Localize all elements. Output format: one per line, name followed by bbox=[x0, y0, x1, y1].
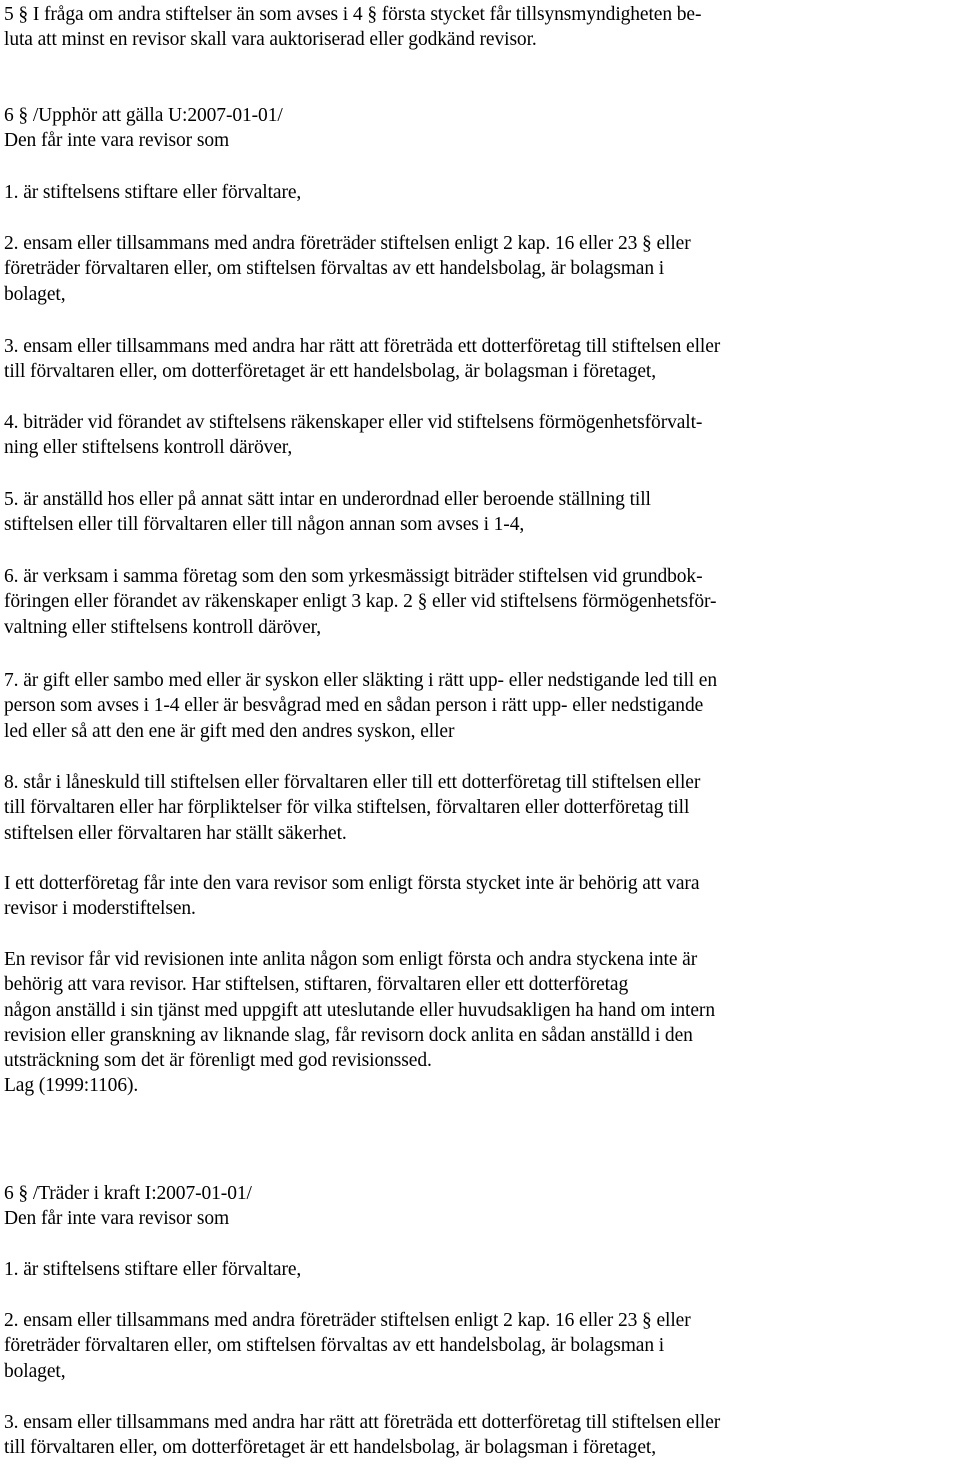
text-line: stiftelsen eller förvaltaren har ställt säkerhet. bbox=[4, 822, 347, 844]
text-line: Den får inte vara revisor som bbox=[4, 130, 230, 152]
text-line: 4. biträder vid förandet av stiftelsens räkenskaper eller vid stiftelsens förmögenhetsförvalt- bbox=[4, 412, 703, 433]
text-line: någon anställd i sin tjänst med uppgift att uteslutande eller huvudsakligen ha hand om intern bbox=[4, 999, 715, 1021]
text-line: bolaget, bbox=[4, 1360, 66, 1382]
text-line: bolaget, bbox=[4, 283, 66, 305]
text-line: Den får inte vara revisor som bbox=[4, 1208, 230, 1230]
text-line: företräder förvaltaren eller, om stiftelsen förvaltas av ett handelsbolag, är bolagsman i bbox=[4, 1335, 665, 1357]
text-line: revision eller granskning av liknande slag, får revisorn dock anlita en sådan anställd i den bbox=[4, 1024, 693, 1046]
text-line: I ett dotterföretag får inte den vara revisor som enligt första stycket inte är behörig att vara bbox=[4, 873, 700, 894]
text-line: 5. är anställd hos eller på annat sätt intar en underordnad eller beroende ställning till bbox=[4, 489, 651, 510]
text-line: stiftelsen eller till förvaltaren eller till någon annan som avses i 1-4, bbox=[4, 514, 525, 536]
list-item-3-new bbox=[4, 1410, 960, 1461]
paragraph-5-section bbox=[4, 2, 960, 53]
text-line: till förvaltaren eller har förpliktelser för vilka stiftelsen, förvaltaren eller dotterföretag till bbox=[4, 797, 690, 819]
text-line: 1. är stiftelsens stiftare eller förvaltare, bbox=[4, 1259, 302, 1280]
list-item-1-new bbox=[4, 1257, 960, 1282]
text-line: 2. ensam eller tillsammans med andra företräder stiftelsen enligt 2 kap. 16 eller 23 § eller bbox=[4, 1310, 691, 1331]
text-line: person som avses i 1-4 eller är besvågrad med en sådan person i rätt upp- eller nedstigande bbox=[4, 695, 704, 717]
text-line: ning eller stiftelsens kontroll däröver, bbox=[4, 437, 293, 459]
text-line: led eller så att den ene är gift med den andres syskon, eller bbox=[4, 720, 455, 742]
text-line: 7. är gift eller sambo med eller är syskon eller släkting i rätt upp- eller nedstigande led till en bbox=[4, 670, 718, 691]
text-line: 3. ensam eller tillsammans med andra har rätt att företräda ett dotterföretag till stiftelsen eller bbox=[4, 336, 721, 357]
text-line: 6 § /Träder i kraft I:2007-01-01/ bbox=[4, 1183, 252, 1204]
text-line: 8. står i låneskuld till stiftelsen eller förvaltaren eller till ett dotterföretag till stiftelsen eller bbox=[4, 772, 701, 793]
list-item-2-new bbox=[4, 1308, 960, 1384]
text-line: till förvaltaren eller, om dotterföretaget är ett handelsbolag, är bolagsman i företaget, bbox=[4, 361, 656, 383]
list-item-8 bbox=[4, 770, 960, 846]
text-line: En revisor får vid revisionen inte anlita någon som enligt första och andra styckena inte är bbox=[4, 949, 698, 970]
paragraph-subsidiary bbox=[4, 871, 960, 922]
list-item-5 bbox=[4, 487, 960, 538]
text-line: 3. ensam eller tillsammans med andra har rätt att företräda ett dotterföretag till stiftelsen eller bbox=[4, 1412, 721, 1433]
section-6-heading-in-force bbox=[4, 1181, 960, 1232]
text-line: revisor i moderstiftelsen. bbox=[4, 898, 196, 920]
paragraph-auditor-assistance bbox=[4, 947, 960, 1099]
text-line: företräder förvaltaren eller, om stiftelsen förvaltas av ett handelsbolag, är bolagsman i bbox=[4, 258, 665, 280]
section-6-heading-repealed bbox=[4, 103, 960, 154]
list-item-7 bbox=[4, 668, 960, 744]
text-line: 6 § /Upphör att gälla U:2007-01-01/ bbox=[4, 105, 283, 126]
list-item-1 bbox=[4, 180, 960, 205]
list-item-6 bbox=[4, 564, 960, 640]
text-line: 2. ensam eller tillsammans med andra företräder stiftelsen enligt 2 kap. 16 eller 23 § eller bbox=[4, 233, 691, 254]
list-item-3 bbox=[4, 334, 960, 385]
text-line: luta att minst en revisor skall vara auktoriserad eller godkänd revisor. bbox=[4, 29, 537, 51]
text-line: utsträckning som det är förenligt med god revisionssed. bbox=[4, 1050, 432, 1072]
text-line: föringen eller förandet av räkenskaper enligt 3 kap. 2 § eller vid stiftelsens förmögenhetsför- bbox=[4, 591, 717, 613]
text-line: 5 § I fråga om andra stiftelser än som avses i 4 § första stycket får tillsynsmyndigheten be- bbox=[4, 4, 702, 25]
text-line: behörig att vara revisor. Har stiftelsen, stiftaren, förvaltaren eller ett dotterföretag bbox=[4, 974, 629, 996]
list-item-2 bbox=[4, 231, 960, 307]
text-line: 6. är verksam i samma företag som den som yrkesmässigt biträder stiftelsen vid grundbok- bbox=[4, 566, 703, 587]
text-line: 1. är stiftelsens stiftare eller förvaltare, bbox=[4, 182, 302, 203]
text-line: valtning eller stiftelsens kontroll däröver, bbox=[4, 616, 322, 638]
list-item-4 bbox=[4, 410, 960, 461]
text-line: Lag (1999:1106). bbox=[4, 1075, 139, 1097]
text-line: till förvaltaren eller, om dotterföretaget är ett handelsbolag, är bolagsman i företaget, bbox=[4, 1437, 656, 1459]
